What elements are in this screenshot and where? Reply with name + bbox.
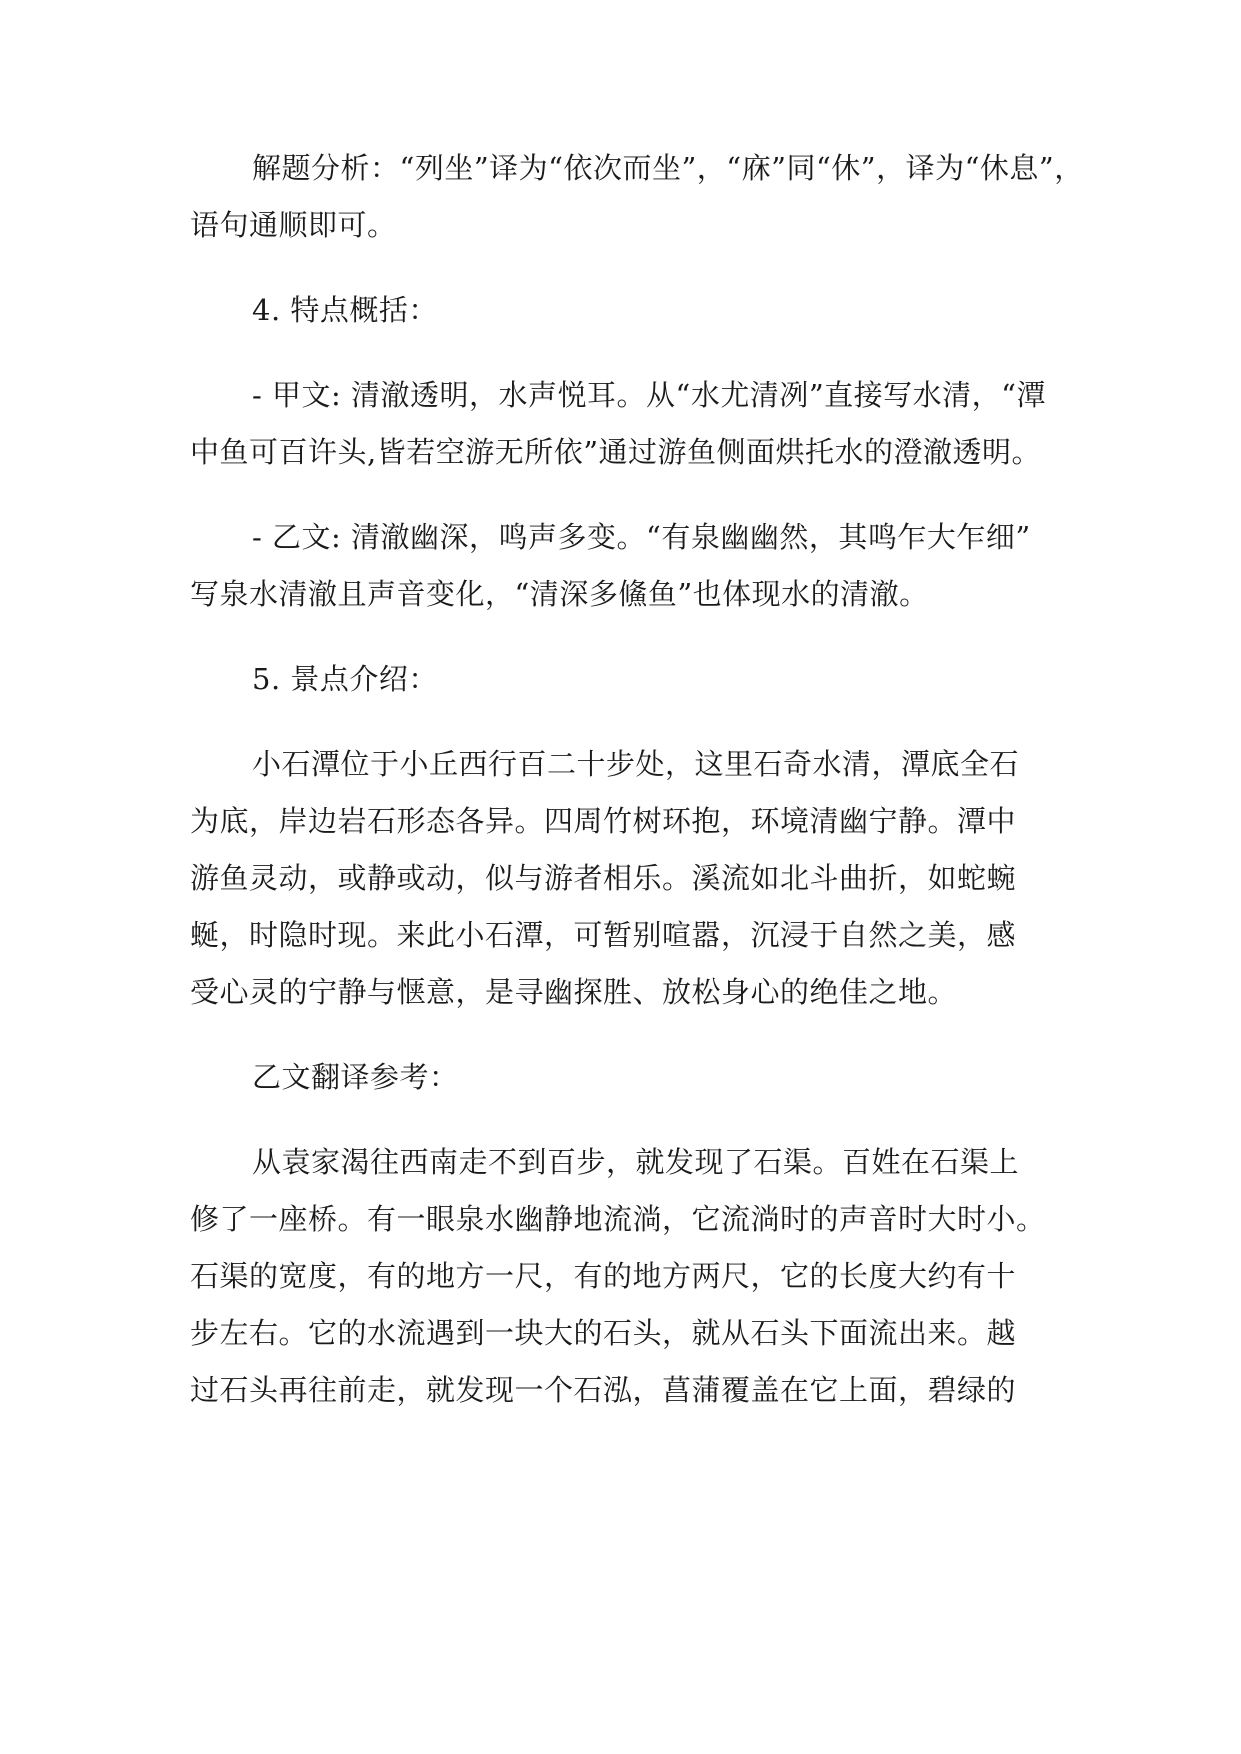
analysis-line-2: 语句通顺即可。 (190, 208, 397, 242)
translation-line-2: 修了一座桥。有一眼泉水幽静地流淌，它流淌时的声音时大时小。 (190, 1202, 1046, 1236)
translation-line-3: 石渠的宽度，有的地方一尺，有的地方两尺，它的长度大约有十 (190, 1259, 1017, 1293)
q5-intro-line-5: 受心灵的宁静与惬意，是寻幽探胜、放松身心的绝佳之地。 (190, 975, 958, 1009)
analysis-line-1: 解题分析：“列坐”译为“依次而坐”，“庥”同“休”，译为“休息”， (252, 151, 1084, 185)
q4-yi-line-2: 写泉水清澈且声音变化，“清深多鯈鱼”也体现水的清澈。 (190, 577, 929, 611)
q5-intro-line-3: 游鱼灵动，或静或动，似与游者相乐。溪流如北斗曲折，如蛇蜿 (190, 861, 1017, 895)
q4-jia-line-1: - 甲文: 清澈透明，水声悦耳。从“水尤清冽”直接写水清，“潭 (252, 378, 1046, 412)
translation-line-5: 过石头再往前走，就发现一个石泓，菖蒲覆盖在它上面，碧绿的 (190, 1373, 1017, 1407)
q4-jia-line-2: 中鱼可百许头,皆若空游无所依”通过游鱼侧面烘托水的澄澈透明。 (190, 435, 1042, 469)
q5-heading: 5. 景点介绍： (252, 662, 438, 696)
q4-heading: 4. 特点概括： (252, 293, 438, 327)
q5-intro-line-4: 蜒，时隐时现。来此小石潭，可暂别喧嚣，沉浸于自然之美，感 (190, 918, 1017, 952)
q5-intro-line-1: 小石潭位于小丘西行百二十步处，这里石奇水清，潭底全石 (252, 747, 1020, 781)
q5-intro-line-2: 为底，岸边岩石形态各异。四周竹树环抱，环境清幽宁静。潭中 (190, 804, 1017, 838)
translation-heading: 乙文翻译参考： (252, 1060, 459, 1094)
translation-line-1: 从袁家渴往西南走不到百步，就发现了石渠。百姓在石渠上 (252, 1145, 1020, 1179)
q4-yi-line-1: - 乙文: 清澈幽深，鸣声多变。“有泉幽幽然，其鸣乍大乍细” (252, 520, 1031, 554)
translation-line-4: 步左右。它的水流遇到一块大的石头，就从石头下面流出来。越 (190, 1316, 1017, 1350)
